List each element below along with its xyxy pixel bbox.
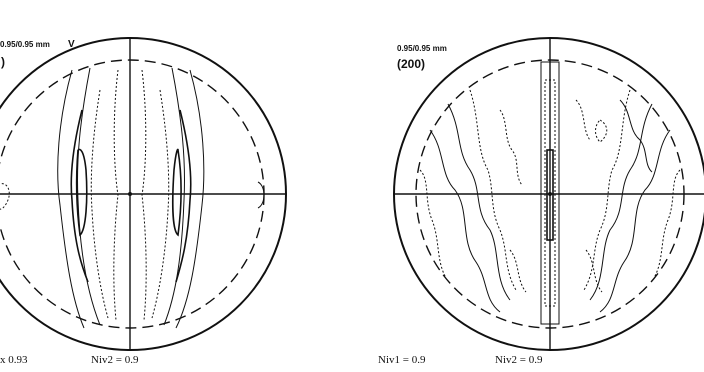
- left-pole-figure: [0, 38, 287, 350]
- left-direction-marker: V: [68, 39, 75, 50]
- right-reflection-label: (200): [397, 57, 426, 71]
- right-pole-figure: [394, 38, 704, 350]
- left-thickness-label: 0.95/0.95 mm: [0, 40, 50, 49]
- right-caption-niv1: Niv1 = 0.9: [378, 354, 426, 366]
- left-center-dot: [128, 192, 132, 196]
- right-caption-niv2: Niv2 = 0.9: [495, 354, 543, 366]
- left-caption-niv1: x 0.93: [0, 354, 28, 366]
- right-thickness-label: 0.95/0.95 mm: [397, 44, 447, 53]
- left-caption-niv2: Niv2 = 0.9: [91, 354, 139, 366]
- right-center-dot: [548, 192, 552, 196]
- left-reflection-label: ): [1, 55, 5, 69]
